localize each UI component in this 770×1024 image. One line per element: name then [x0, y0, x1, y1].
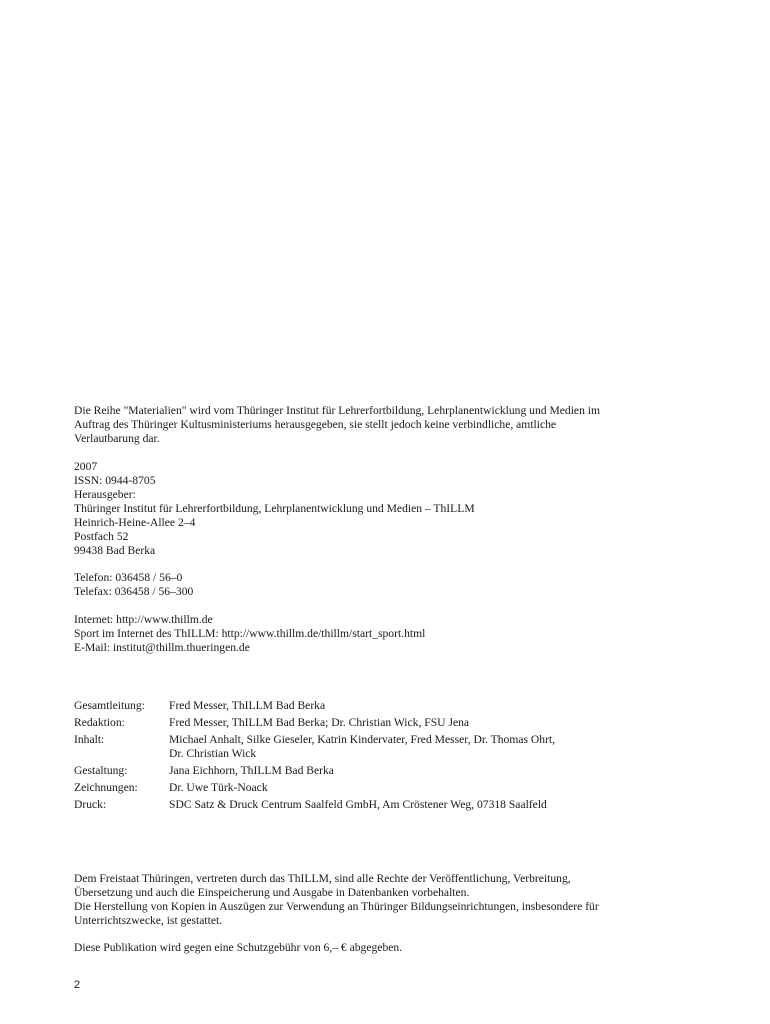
credit-value: Fred Messer, ThILLM Bad Berka [169, 699, 326, 712]
internet-link[interactable]: Internet: http://www.thillm.de [74, 613, 213, 626]
intro-line: Auftrag des Thüringer Kultusministeriums herausgegeben, sie stellt jedoch keine verbindliche, amtliche [74, 418, 557, 431]
credit-row [74, 733, 684, 761]
rights-line: Dem Freistaat Thüringen, vertreten durch das ThILLM, sind alle Rechte der Veröffentlichung, Verbreitung, [74, 872, 571, 885]
credit-row [74, 781, 684, 795]
phone-numbers [74, 571, 684, 599]
credit-label: Zeichnungen: [74, 781, 138, 794]
credit-value: Fred Messer, ThILLM Bad Berka; Dr. Christian Wick, FSU Jena [169, 716, 470, 729]
rights-line: Übersetzung und auch die Einspeicherung und Ausgabe in Datenbanken vorbehalten. [74, 886, 470, 899]
publisher-label: Herausgeber: [74, 488, 136, 501]
telefax: Telefax: 036458 / 56–300 [74, 585, 194, 598]
credit-value-multiline [169, 733, 684, 761]
credit-value-line: Dr. Christian Wick [169, 747, 257, 760]
credit-value-line: Michael Anhalt, Silke Gieseler, Katrin Kindervater, Fred Messer, Dr. Thomas Ohrt, [169, 733, 556, 746]
credit-row [74, 798, 684, 812]
credit-label: Druck: [74, 798, 107, 811]
credit-value: SDC Satz & Druck Centrum Saalfeld GmbH, Am Cröstener Weg, 07318 Saalfeld [169, 798, 547, 811]
intro-line: Die Reihe "Materialien" wird vom Thüringer Institut für Lehrerfortbildung, Lehrplanentwicklung und Medien im [74, 404, 601, 417]
credit-label: Gestaltung: [74, 764, 128, 777]
web-contacts [74, 613, 684, 655]
publisher-name: Thüringer Institut für Lehrerfortbildung, Lehrplanentwicklung und Medien – ThILLM [74, 502, 475, 515]
intro-paragraph [74, 404, 684, 446]
credit-row [74, 699, 684, 713]
issn: ISSN: 0944-8705 [74, 474, 156, 487]
page-number: 2 [74, 979, 81, 991]
publisher-contact [74, 460, 684, 558]
rights-line: Die Herstellung von Kopien in Auszügen zur Verwendung an Thüringer Bildungseinrichtungen, insbesondere für [74, 900, 599, 913]
email-link[interactable]: E-Mail: institut@thillm.thueringen.de [74, 641, 250, 654]
credit-row [74, 716, 684, 730]
credits-list [74, 699, 684, 815]
credit-label: Gesamtleitung: [74, 699, 145, 712]
credit-row [74, 764, 684, 778]
year: 2007 [74, 460, 98, 473]
rights-notice [74, 872, 684, 928]
price-line: Diese Publikation wird gegen eine Schutzgebühr von 6,– € abgegeben. [74, 941, 403, 954]
sport-link[interactable]: Sport im Internet des ThILLM: http://www.thillm.de/thillm/start_sport.html [74, 627, 426, 640]
credit-value: Dr. Uwe Türk-Noack [169, 781, 268, 794]
rights-line: Unterrichtszwecke, ist gestattet. [74, 914, 223, 927]
telefon: Telefon: 036458 / 56–0 [74, 571, 183, 584]
postbox: Postfach 52 [74, 530, 129, 543]
credit-label: Redaktion: [74, 716, 125, 729]
credit-value: Jana Eichhorn, ThILLM Bad Berka [169, 764, 334, 777]
intro-line: Verlautbarung dar. [74, 432, 160, 445]
street-address: Heinrich-Heine-Allee 2–4 [74, 516, 196, 529]
city: 99438 Bad Berka [74, 544, 156, 557]
price-notice [74, 941, 684, 955]
credit-label: Inhalt: [74, 733, 105, 746]
